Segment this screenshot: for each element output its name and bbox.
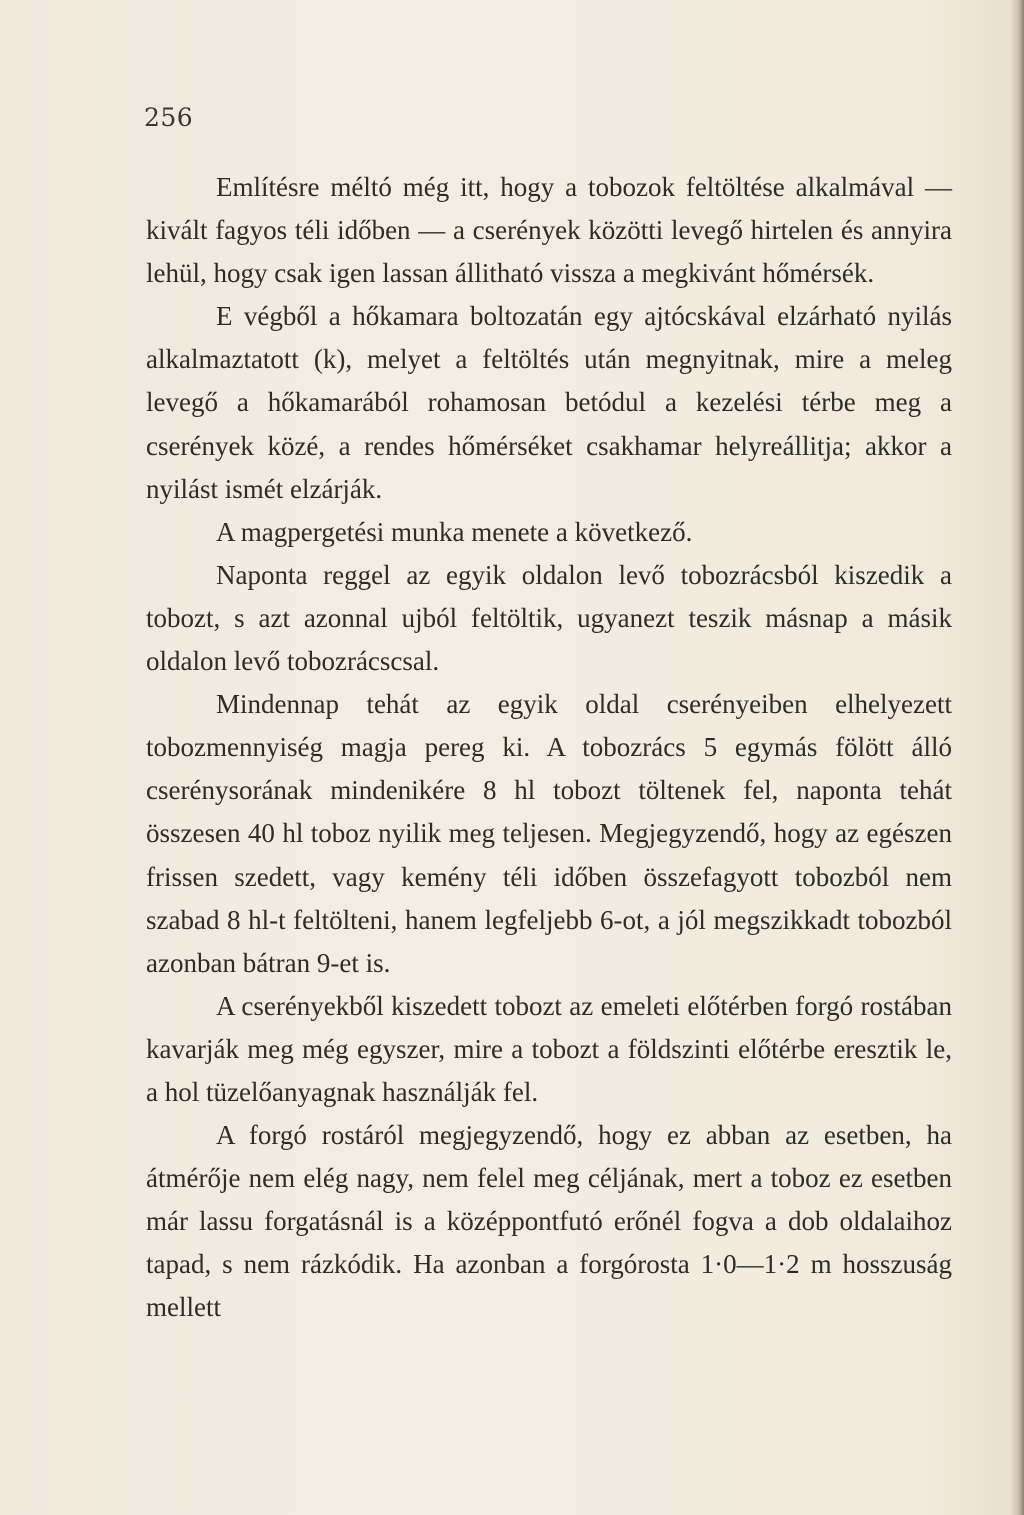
paragraph-6: A cserényekből kiszedett tobozt az emeleti előtérben forgó rostában kavarják meg még egyszer, mire a tobozt a földszinti előtérbe eresztik le, a hol tüzelőanyagnak használják fel.: [146, 990, 952, 1107]
paragraph-4: Naponta reggel az egyik oldalon levő tobozrácsból kiszedik a tobozt, s azt azonnal ujból feltöltik, ugyanezt teszik másnap a másik oldalon levő tobozrácscsal.: [146, 559, 952, 677]
paragraph-5: Mindennap tehát az egyik oldal cserényeiben elhelyezett tobozmennyiség magja pereg ki. A tobozrács 5 egymás fölött álló cserénysorának mindenikére 8 hl tobozt töltenek fel, naponta tehát összesen 40 hl toboz nyilik meg teljesen. Megjegyzendő, hogy az egészen frissen szedett, vagy kemény téli időben összefagyott tobozból nem szabad 8 hl-t feltölteni, hanem legfeljebb 6-ot, a jól megszikkadt tobozból azonban bátran 9-et is.: [146, 689, 952, 978]
paragraph-3: A magpergetési munka menete a következő.: [216, 516, 693, 547]
paragraph-7: A forgó rostáról megjegyzendő, hogy ez abban az esetben, ha átmérője nem elég nagy, nem felel meg céljának, mert a toboz ez esetben már lassu forgatásnál is a középpontfutó erőnél fogva a dob oldalaihoz tapad, s nem rázkódik. Ha azonban a forgórosta 1·0—1·2 m hosszuság mellett: [146, 1120, 952, 1323]
body-text: [146, 166, 952, 1330]
page-edge-shadow: [1010, 0, 1024, 1515]
paragraph-1: Említésre méltó még itt, hogy a tobozok feltöltése alkalmával — kivált fagyos téli időben — a cserények közötti levegő hirtelen és annyira lehül, hogy csak igen lassan állitható vissza a megkivánt hőmérsék.: [146, 172, 952, 289]
paragraph-2: E végből a hőkamara boltozatán egy ajtócskával elzárható nyilás alkalmaztatott (k), melyet a feltöltés után megnyitnak, mire a meleg levegő a hőkamarából rohamosan betódul a kezelési térbe meg a cserények közé, a rendes hőmérséket csakhamar helyreállitja; akkor a nyilást ismét elzárják.: [146, 301, 952, 504]
page-number: 256: [144, 103, 194, 132]
